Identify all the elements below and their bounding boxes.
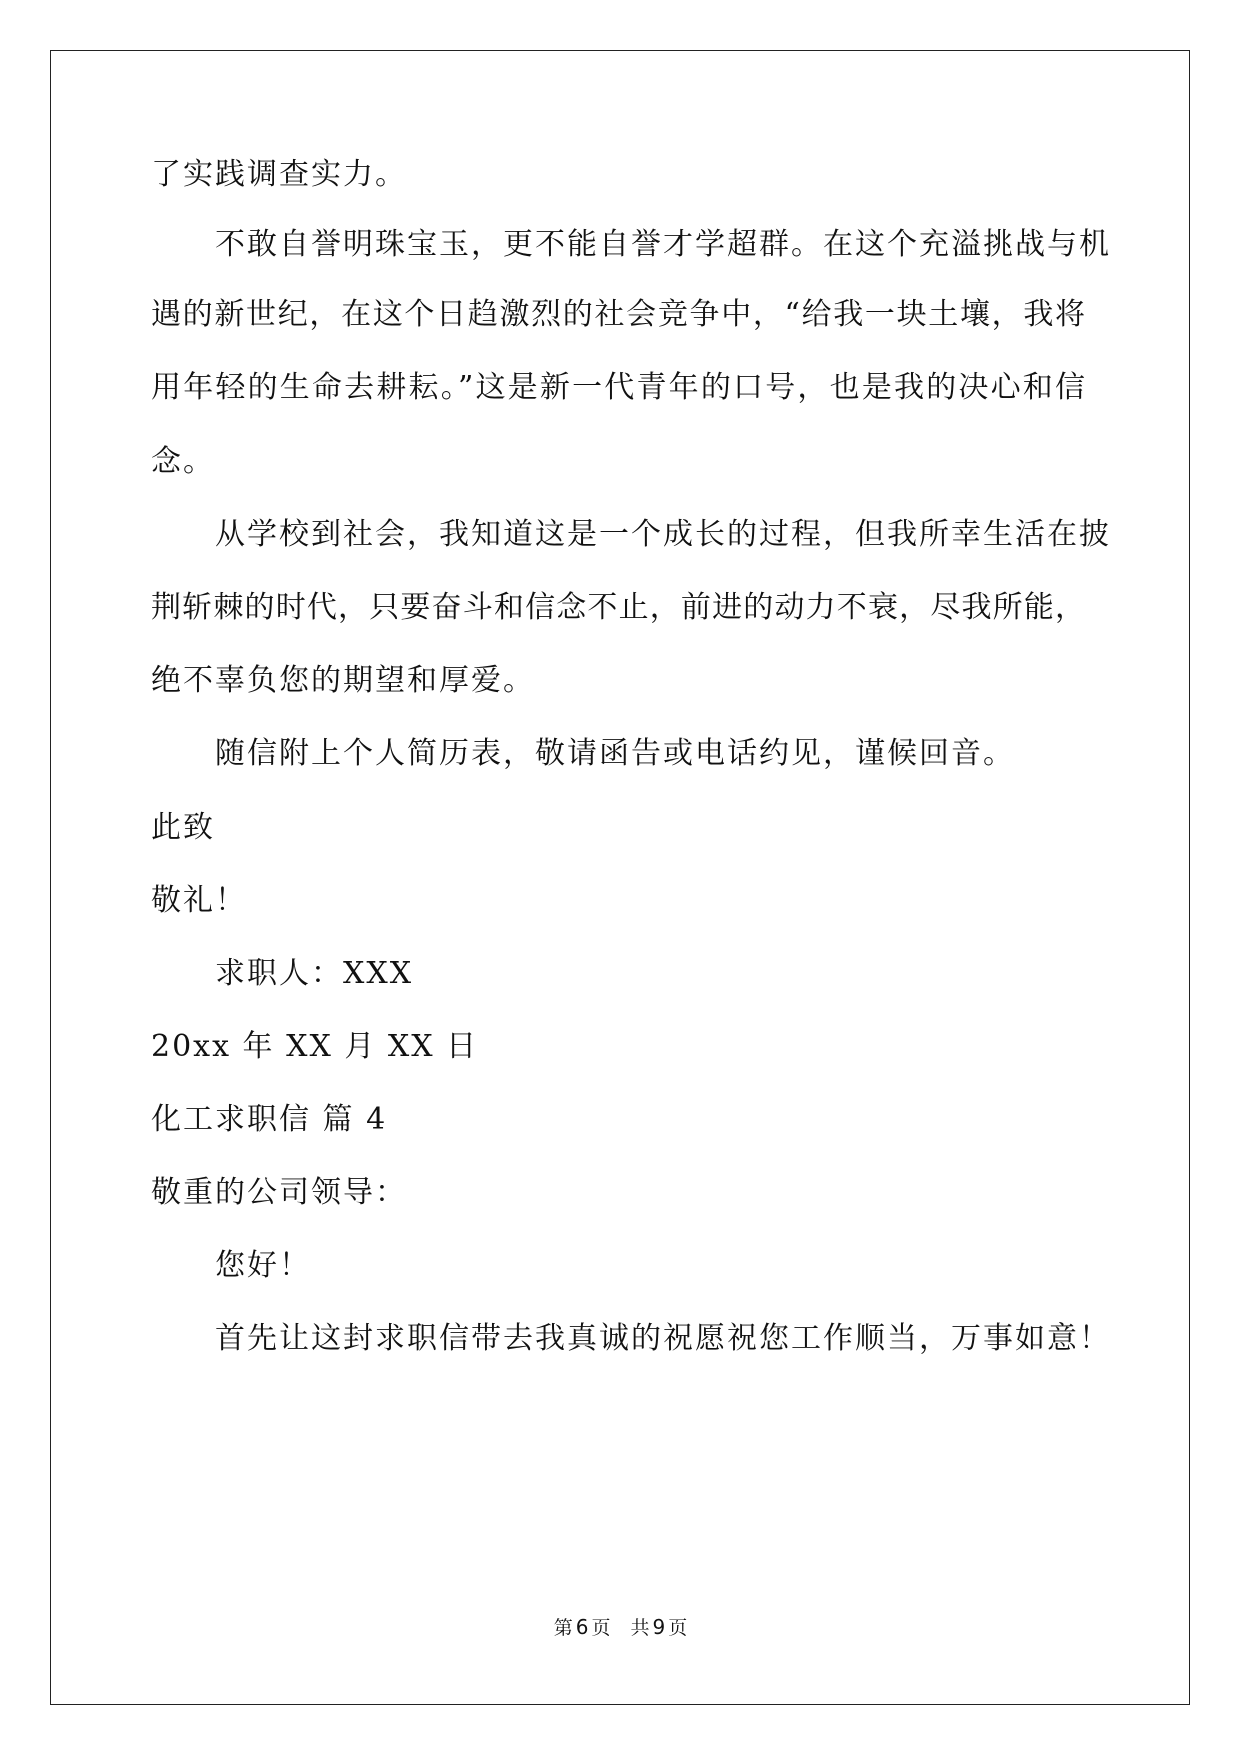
- paragraph-line: 遇的新世纪，在这个日趋激烈的社会竞争中，“给我一块土壤，我将: [151, 297, 1085, 332]
- page-prefix: 第: [553, 1617, 573, 1639]
- signature-line: 求职人：XXX: [215, 956, 414, 991]
- page-unit: 页: [591, 1617, 611, 1639]
- closing-salutation: 此致: [151, 810, 215, 845]
- paragraph-line: 从学校到社会，我知道这是一个成长的过程，但我所幸生活在披: [215, 517, 1111, 552]
- paragraph-line: 首先让这封求职信带去我真诚的祝愿祝您工作顺当，万事如意！: [215, 1321, 1111, 1356]
- paragraph-line: 了实践调查实力。: [151, 157, 407, 192]
- greeting-recipient: 敬重的公司领导：: [151, 1175, 407, 1210]
- total-pages-number: 9: [652, 1615, 666, 1639]
- date-line: 20xx 年 XX 月 XX 日: [151, 1029, 479, 1064]
- current-page-number: 6: [575, 1615, 589, 1639]
- paragraph-line: 用年轻的生命去耕耘。”这是新一代青年的口号，也是我的决心和信: [151, 370, 1085, 405]
- closing-regards: 敬礼！: [151, 883, 247, 918]
- section-heading: 化工求职信 篇 4: [151, 1102, 388, 1137]
- paragraph-line: 绝不辜负您的期望和厚爱。: [151, 663, 535, 698]
- total-unit: 页: [668, 1617, 688, 1639]
- paragraph-line: 随信附上个人简历表，敬请函告或电话约见，谨候回音。: [215, 736, 1015, 771]
- page-footer: [0, 1615, 1241, 1640]
- total-prefix: 共: [630, 1617, 650, 1639]
- greeting: 您好！: [215, 1248, 311, 1283]
- paragraph-line: 念。: [151, 444, 215, 479]
- paragraph-line: 不敢自誉明珠宝玉，更不能自誉才学超群。在这个充溢挑战与机: [215, 227, 1111, 262]
- paragraph-line: 荆斩棘的时代，只要奋斗和信念不止，前进的动力不衰，尽我所能，: [151, 590, 1085, 625]
